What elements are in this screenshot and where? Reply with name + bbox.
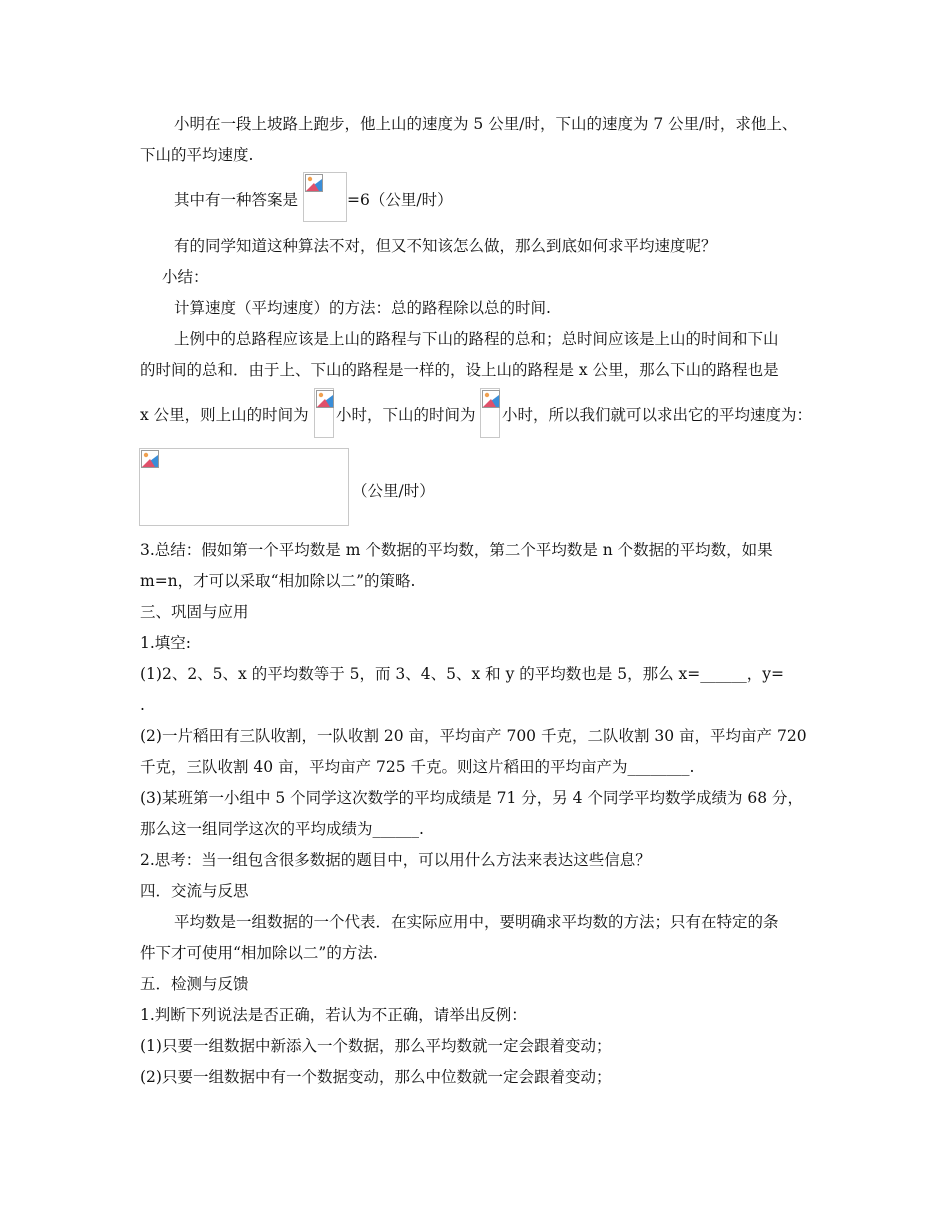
answer-prefix: 其中有一种答案是	[174, 191, 299, 209]
section4-line-2: 件下才可使用“相加除以二”的方法.	[140, 944, 378, 962]
conclusion-line-2: m=n，才可以采取“相加除以二”的策略.	[140, 572, 416, 590]
answer-formula-image	[303, 172, 347, 222]
summary-example-line-3c: 小时，所以我们就可以求出它的平均速度为：	[502, 406, 813, 424]
summary-method: 计算速度（平均速度）的方法：总的路程除以总的时间.	[174, 299, 551, 317]
q3-line-2: 那么这一组同学这次的平均成绩为______.	[140, 820, 424, 838]
judge-instruction: 1.判断下列说法是否正确，若认为不正确，请举出反例：	[140, 1006, 527, 1024]
conclusion-line-1: 3.总结：假如第一个平均数是 m 个数据的平均数，第二个平均数是 n 个数据的平均数，如果	[140, 541, 773, 559]
average-speed-formula-image	[139, 448, 349, 526]
intro-line-2: 下山的平均速度.	[140, 146, 254, 164]
intro-question: 有的同学知道这种算法不对，但又不知该怎么做，那么到底如何求平均速度呢？	[174, 237, 717, 255]
fill-label: 1.填空:	[140, 634, 192, 652]
broken-image-icon	[141, 450, 159, 468]
intro-line-1: 小明在一段上坡路上跑步，他上山的速度为 5 公里/时，下山的速度为 7 公里/时，求他上、	[174, 115, 798, 133]
downhill-time-formula-image	[480, 388, 500, 438]
broken-image-icon	[316, 390, 334, 408]
summary-example-line-3a: x 公里，则上山的时间为	[140, 406, 309, 424]
q2-line-2: 千克，三队收割 40 亩，平均亩产 725 千克。则这片稻田的平均亩产为________.	[140, 758, 695, 776]
section5-heading: 五．检测与反馈	[140, 975, 249, 993]
think-question: 2.思考：当一组包含很多数据的题目中，可以用什么方法来表达这些信息？	[140, 851, 651, 869]
summary-label: 小结：	[162, 268, 209, 286]
q2-line-1: (2)一片稻田有三队收割，一队收割 20 亩，平均亩产 700 千克，二队收割 30 亩，平均亩产 720	[140, 727, 807, 745]
summary-example-line-2: 的时间的总和．由于上、下山的路程是一样的，设上山的路程是 x 公里，那么下山的路程也是	[140, 361, 779, 379]
q1-line-1: (1)2、2、5、x 的平均数等于 5，而 3、4、5、x 和 y 的平均数也是 5，那么 x=______，y=	[140, 665, 784, 683]
summary-example-line-1: 上例中的总路程应该是上山的路程与下山的路程的总和；总时间应该是上山的时间和下山	[174, 330, 779, 348]
summary-example-line-3b: 小时，下山的时间为	[336, 406, 476, 424]
section4-heading: 四．交流与反思	[140, 882, 249, 900]
section4-line-1: 平均数是一组数据的一个代表．在实际应用中，要明确求平均数的方法；只有在特定的条	[174, 913, 779, 931]
answer-suffix: =6（公里/时）	[347, 191, 453, 209]
section3-heading: 三、巩固与应用	[140, 603, 249, 621]
judge-item-2: (2)只要一组数据中有一个数据变动，那么中位数就一定会跟着变动；	[140, 1068, 612, 1086]
q1-line-2: .	[140, 696, 145, 714]
judge-item-1: (1)只要一组数据中新添入一个数据，那么平均数就一定会跟着变动；	[140, 1037, 612, 1055]
broken-image-icon	[482, 390, 500, 408]
formula-unit: （公里/时）	[352, 482, 435, 500]
q3-line-1: (3)某班第一小组中 5 个同学这次数学的平均成绩是 71 分，另 4 个同学平均数学成绩为 68 分，	[140, 789, 804, 807]
uphill-time-formula-image	[314, 388, 334, 438]
broken-image-icon	[305, 174, 323, 192]
